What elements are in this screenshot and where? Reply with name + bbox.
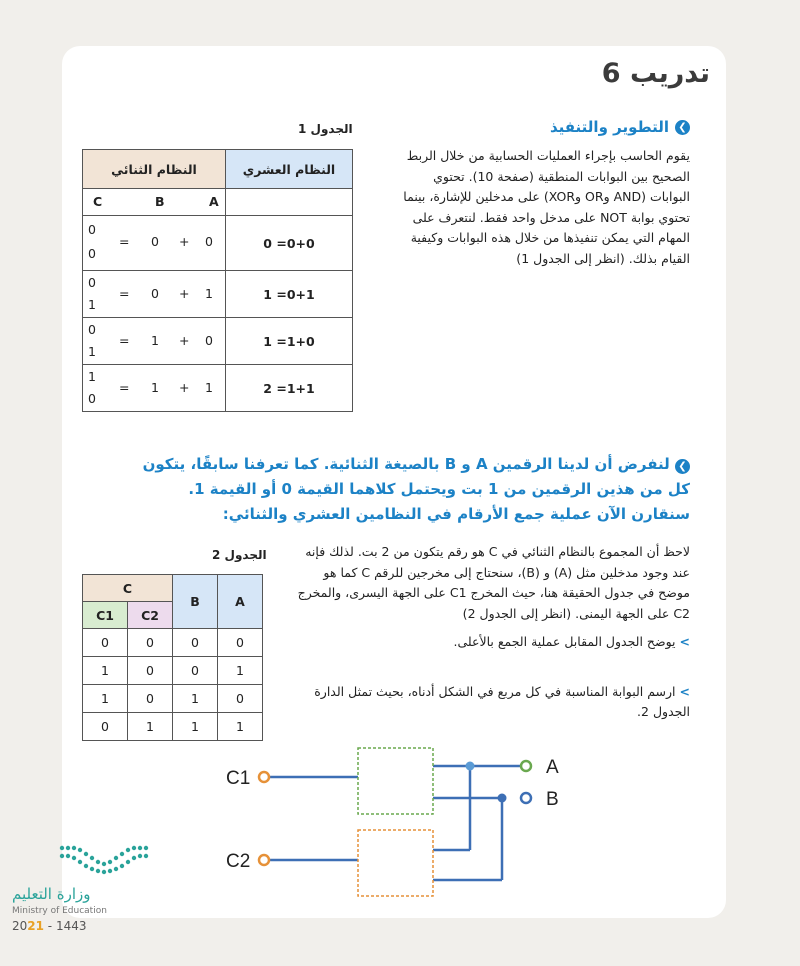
table1-plus: +	[179, 333, 190, 348]
year-label	[12, 919, 86, 933]
table1-header-binary: النظام الثنائي	[83, 150, 226, 189]
bullet-arrow-icon: >	[679, 634, 690, 649]
ministry-name-ar: وزارة التعليم	[12, 885, 91, 903]
table2-cell: 1	[173, 685, 218, 713]
table2-header-c1: C1	[83, 602, 128, 629]
table1-sub-a: A	[209, 194, 219, 209]
table1-c-bottom: 1	[88, 344, 96, 359]
table1-row-decimal: 1 =1+0	[226, 318, 353, 365]
label-c2: C2	[226, 851, 251, 872]
year-suffix: - 1443	[43, 919, 87, 933]
table2-caption: الجدول 2	[212, 548, 267, 562]
bullet-arrow-icon: >	[679, 684, 690, 699]
label-a: A	[546, 757, 559, 778]
page-title: تدريب 6	[601, 58, 710, 89]
junction-a-dot	[466, 762, 475, 771]
table1-a: 0	[205, 234, 213, 249]
table2-cell: 1	[128, 713, 173, 741]
table2-cell: 1	[83, 685, 128, 713]
table1-b: 0	[151, 286, 159, 301]
table2-cell: 0	[83, 713, 128, 741]
table1-row-decimal: 1 =0+1	[226, 271, 353, 318]
table2-cell: 0	[128, 629, 173, 657]
label-c1: C1	[226, 768, 251, 789]
year-prefix: 20	[12, 919, 28, 933]
table1-c-top: 1	[88, 369, 96, 384]
terminal-c1	[259, 772, 269, 782]
table2-header-c: C	[83, 575, 173, 602]
table2-cell: 1	[218, 657, 263, 685]
terminal-a	[521, 761, 531, 771]
table1-sub-c: C	[93, 194, 103, 209]
terminal-c2	[259, 855, 269, 865]
table1-caption: الجدول 1	[298, 122, 353, 136]
table1-c-bottom: 0	[88, 391, 96, 406]
table1-plus: +	[179, 286, 190, 301]
table1-sub-b: B	[155, 194, 165, 209]
table2-cell: 0	[173, 657, 218, 685]
table1-b: 0	[151, 234, 159, 249]
table1-c-bottom: 0	[88, 246, 96, 261]
table1-equals: =	[119, 286, 130, 301]
table1-header-decimal: النظام العشري	[226, 150, 353, 189]
table2-header-c2: C2	[128, 602, 173, 629]
gate-box-orange[interactable]	[358, 830, 433, 896]
question-heading-text: لنفرض أن لدينا الرقمين A و B بالصيغة الثنائية. كما تعرفنا سابقًا، يتكون كل من هذين الرقمين من 1 بت ويحتمل كلاهما القيمة 0 أو القيمة 1. سنقارن الآن عملية جمع الأرقام في النظامين العشري والثنائي:	[142, 455, 690, 523]
circuit-wires	[270, 766, 520, 880]
section-heading-text: التطوير والتنفيذ	[549, 118, 669, 136]
table1-c-top: 0	[88, 275, 96, 290]
table2-cell: 0	[173, 629, 218, 657]
table1-equals: =	[119, 234, 130, 249]
chevron-bullet-icon: ❯	[675, 459, 690, 474]
table1-a: 0	[205, 333, 213, 348]
label-b: B	[546, 789, 559, 810]
ministry-logo-icon	[58, 842, 154, 876]
table1-b: 1	[151, 380, 159, 395]
table1-a: 1	[205, 286, 213, 301]
table2-cell: 0	[218, 629, 263, 657]
table1-c-top: 0	[88, 222, 96, 237]
table1-b: 1	[151, 333, 159, 348]
table2-cell: 1	[83, 657, 128, 685]
table2-cell: 1	[218, 713, 263, 741]
table1-c-top: 0	[88, 322, 96, 337]
table2-header-b: B	[173, 575, 218, 629]
ministry-name-en: Ministry of Education	[12, 906, 107, 916]
table2-cell: 1	[173, 713, 218, 741]
table2-cell: 0	[128, 685, 173, 713]
table2-cell: 0	[218, 685, 263, 713]
table1-plus: +	[179, 380, 190, 395]
table1-row-decimal: 2 =1+1	[226, 365, 353, 412]
table1-a: 1	[205, 380, 213, 395]
table2-cell: 0	[83, 629, 128, 657]
table1-equals: =	[119, 333, 130, 348]
paragraph2: لاحظ أن المجموع بالنظام الثنائي في C هو رقم يتكون من 2 بت. لذلك فإنه عند وجود مدخلين مثل (A) و (B)، سنحتاج إلى مخرجين للرقم C كما هو موضح في جدول الحقيقة هنا، حيث المخرج C1 على الجهة اليسرى، والمخرج C2 على الجهة اليمنى. (انظر إلى الجدول 2)	[297, 544, 690, 621]
table1-row-decimal: 0 =0+0	[226, 216, 353, 271]
bullet-2-text: ارسم البوابة المناسبة في كل مربع في الشكل أدناه، بحيث تمثل الدارة الجدول 2.	[314, 684, 690, 719]
table1-plus: +	[179, 234, 190, 249]
table2-header-a: A	[218, 575, 263, 629]
section-paragraph: يقوم الحاسب بإجراء العمليات الحسابية من خلال الربط الصحيح بين البوابات المنطقية (صفحة 10). تحتوي البوابات (AND وOR وXOR) على مدخلين للإشارة، بينما تحتوي بوابة NOT على مدخل واحد فقط. لنتعرف على المهام التي يمكن تنفيذها من خلال هذه البوابات وكيفية القيام بذلك. (انظر إلى الجدول 1)	[403, 148, 690, 266]
table1-c-bottom: 1	[88, 297, 96, 312]
terminal-b	[521, 793, 531, 803]
junction-b-dot	[498, 794, 507, 803]
bullet-1-text: يوضح الجدول المقابل عملية الجمع بالأعلى.	[453, 634, 676, 649]
chevron-bullet-icon: ❯	[675, 120, 690, 135]
table1-equals: =	[119, 380, 130, 395]
table2-cell: 0	[128, 657, 173, 685]
year-highlight: 21	[27, 919, 44, 933]
gate-box-green[interactable]	[358, 748, 433, 814]
